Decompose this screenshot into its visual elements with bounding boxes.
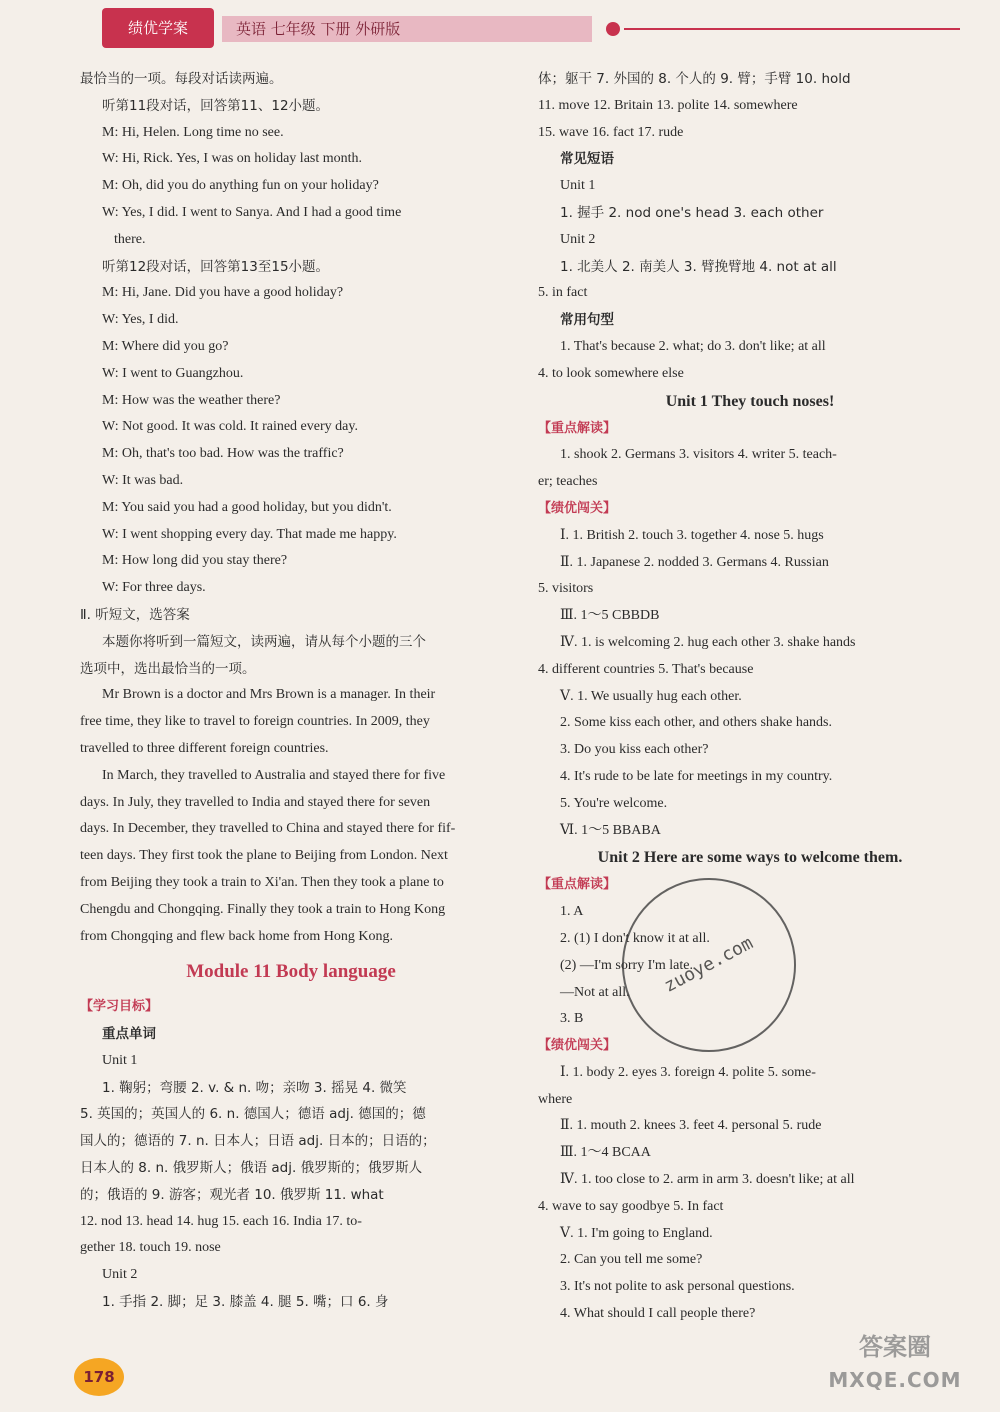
unit-label: Unit 2 <box>560 231 596 247</box>
text-line: 选项中，选出最恰当的一项。 <box>80 660 256 677</box>
answer-line: 2. Can you tell me some? <box>560 1252 703 1268</box>
page-header <box>102 8 962 48</box>
unit-label: Unit 1 <box>102 1052 138 1068</box>
answer-line: 4. What should I call people there? <box>560 1306 756 1322</box>
section-tag: 【重点解读】 <box>538 877 617 893</box>
unit1-title: Unit 1 They touch noses! <box>665 392 835 410</box>
answer-line: 3. It's not polite to ask personal questions. <box>560 1279 795 1295</box>
answer-line: 5. in fact <box>538 285 588 301</box>
answer-line: 1. 北美人 2. 南美人 3. 臂挽臂地 4. not at all <box>560 258 837 275</box>
sub-heading: 重点单词 <box>102 1026 156 1043</box>
answer-line: 3. B <box>560 1011 584 1027</box>
header-dot <box>606 22 620 36</box>
text-line: 最恰当的一项。每段对话读两遍。 <box>80 71 283 87</box>
watermark-line2: MXQE.COM <box>828 1368 962 1392</box>
answer-line: (2) —I'm sorry I'm late. <box>560 957 693 973</box>
answer-line: 1. That's because 2. what; do 3. don't like; at all <box>560 338 826 354</box>
passage-line: In March, they travelled to Australia and stayed there for five <box>102 767 446 783</box>
passage-line: days. In December, they travelled to China and stayed there for fif- <box>80 821 456 837</box>
subject-band: 英语 七年级 下册 外研版 <box>222 16 592 42</box>
passage-line: days. In July, they travelled to India and stayed there for seven <box>80 794 431 810</box>
dialogue-line: W: Yes, I did. I went to Sanya. And I had a good time <box>102 204 402 220</box>
dialogue-line: M: Oh, did you do anything fun on your holiday? <box>102 178 379 194</box>
passage-line: Mr Brown is a doctor and Mrs Brown is a manager. In their <box>102 687 436 703</box>
dialogue-line: there. <box>114 231 146 247</box>
dialogue-line: W: Yes, I did. <box>102 312 179 328</box>
stamp-text: zuoye.com <box>660 932 757 997</box>
answer-line: 4. to look somewhere else <box>538 365 684 381</box>
answer-line: 1. 手指 2. 脚；足 3. 膝盖 4. 腿 5. 嘴；口 6. 身 <box>102 1294 389 1311</box>
dialogue-line: M: Where did you go? <box>102 338 229 354</box>
passage-line: teen days. They first took the plane to Beijing from London. Next <box>80 848 448 864</box>
answer-line: 2. (1) I don't know it at all. <box>560 930 710 946</box>
section-tag: 【绩优闯关】 <box>538 500 617 516</box>
dialogue-line: M: Hi, Helen. Long time no see. <box>102 124 284 140</box>
answer-line: er; teaches <box>538 474 598 490</box>
text-line: 听第11段对话，回答第11、12小题。 <box>102 97 330 114</box>
answer-line: 4. It's rude to be late for meetings in my country. <box>560 768 833 784</box>
answer-line: 4. different countries 5. That's because <box>538 661 754 677</box>
sub-heading: 常见短语 <box>560 151 614 168</box>
section-tag: 【学习目标】 <box>80 999 159 1015</box>
dialogue-line: M: Hi, Jane. Did you have a good holiday? <box>102 285 344 301</box>
dialogue-line: W: I went to Guangzhou. <box>102 365 244 381</box>
module-title: Module 11 Body language <box>186 961 396 983</box>
answer-line: 日本人的 8. n. 俄罗斯人；俄语 adj. 俄罗斯的；俄罗斯人 <box>80 1160 423 1177</box>
answer-line: Ⅱ. 1. mouth 2. knees 3. feet 4. personal 5. rude <box>560 1118 822 1134</box>
answer-line: Ⅲ. 1～4 BCAA <box>560 1145 651 1161</box>
passage-line: from Chongqing and flew back home from Hong Kong. <box>80 928 393 944</box>
answer-line: 1. A <box>560 904 584 920</box>
answer-line: 4. wave to say goodbye 5. In fact <box>538 1198 724 1214</box>
answer-line: gether 18. touch 19. nose <box>80 1240 221 1256</box>
answer-line: —Not at all. <box>560 984 630 1000</box>
answer-line: 12. nod 13. head 14. hug 15. each 16. India 17. to- <box>80 1213 362 1229</box>
answer-line: 1. shook 2. Germans 3. visitors 4. writer 5. teach- <box>560 447 837 463</box>
header-rule <box>624 28 960 30</box>
answer-line: 3. Do you kiss each other? <box>560 742 709 758</box>
dialogue-line: M: How was the weather there? <box>102 392 281 408</box>
section-tag: 【重点解读】 <box>538 420 617 436</box>
section-heading: Ⅱ. 听短文，选答案 <box>80 606 190 623</box>
left-column <box>80 66 502 1316</box>
answer-line: where <box>538 1091 573 1107</box>
answer-line: 15. wave 16. fact 17. rude <box>538 124 684 140</box>
dialogue-line: W: It was bad. <box>102 472 184 488</box>
unit-label: Unit 1 <box>560 178 596 194</box>
answer-line: 的；俄语的 9. 游客；观光者 10. 俄罗斯 11. what <box>80 1186 384 1203</box>
text-line: 本题你将听到一篇短文，读两遍，请从每个小题的三个 <box>102 633 426 650</box>
right-column <box>538 66 962 1328</box>
site-watermark <box>800 1330 990 1404</box>
answer-line: 国人的；德语的 7. n. 日本人；日语 adj. 日本的；日语的； <box>80 1133 436 1150</box>
dialogue-line: W: For three days. <box>102 580 206 596</box>
answer-line: 体；躯干 7. 外国的 8. 个人的 9. 臂；手臂 10. hold <box>538 71 851 87</box>
answer-line: 5. 英国的；英国人的 6. n. 德国人；德语 adj. 德国的；德 <box>80 1106 426 1123</box>
text-line: 听第12段对话，回答第13至15小题。 <box>102 258 330 275</box>
unit-label: Unit 2 <box>102 1267 138 1283</box>
answer-line: 1. 握手 2. nod one's head 3. each other <box>560 204 824 221</box>
answer-line: Ⅳ. 1. too close to 2. arm in arm 3. doesn't like; at all <box>560 1172 855 1188</box>
answer-line: Ⅰ. 1. British 2. touch 3. together 4. nose 5. hugs <box>560 527 824 543</box>
dialogue-line: M: How long did you stay there? <box>102 553 288 569</box>
dialogue-line: M: Oh, that's too bad. How was the traffic? <box>102 446 344 462</box>
dialogue-line: W: Hi, Rick. Yes, I was on holiday last month. <box>102 151 363 167</box>
answer-line: Ⅵ. 1～5 BBABA <box>560 822 661 838</box>
section-tag: 【绩优闯关】 <box>538 1038 617 1054</box>
passage-line: Chengdu and Chongqing. Finally they took a train to Hong Kong <box>80 901 446 917</box>
series-brand: 绩优学案 <box>102 8 214 48</box>
dialogue-line: W: I went shopping every day. That made me happy. <box>102 526 397 542</box>
answer-line: 5. visitors <box>538 581 594 597</box>
unit2-title: Unit 2 Here are some ways to welcome them. <box>597 849 903 867</box>
dialogue-line: M: You said you had a good holiday, but you didn't. <box>102 499 392 515</box>
watermark-line1: 答案圈 <box>859 1333 931 1361</box>
answer-line: Ⅴ. 1. We usually hug each other. <box>560 688 742 704</box>
answer-line: 5. You're welcome. <box>560 795 668 811</box>
answer-line: Ⅲ. 1～5 CBBDB <box>560 608 660 624</box>
page-number: 178 <box>74 1358 124 1396</box>
answer-line: Ⅴ. 1. I'm going to England. <box>560 1225 713 1241</box>
answer-line: Ⅳ. 1. is welcoming 2. hug each other 3. shake hands <box>560 634 856 650</box>
passage-line: travelled to three different foreign countries. <box>80 740 329 756</box>
answer-line: Ⅱ. 1. Japanese 2. nodded 3. Germans 4. Russian <box>560 554 829 570</box>
passage-line: from Beijing they took a train to Xi'an. Then they took a plane to <box>80 874 444 890</box>
answer-line: Ⅰ. 1. body 2. eyes 3. foreign 4. polite 5. some- <box>560 1064 816 1080</box>
answer-line: 1. 鞠躬；弯腰 2. v. & n. 吻；亲吻 3. 摇晃 4. 微笑 <box>102 1079 407 1096</box>
sub-heading: 常用句型 <box>560 312 614 329</box>
dialogue-line: W: Not good. It was cold. It rained every day. <box>102 419 358 435</box>
answer-line: 2. Some kiss each other, and others shake hands. <box>560 715 832 731</box>
passage-line: free time, they like to travel to foreign countries. In 2009, they <box>80 714 430 730</box>
answer-line: 11. move 12. Britain 13. polite 14. somewhere <box>538 97 798 113</box>
